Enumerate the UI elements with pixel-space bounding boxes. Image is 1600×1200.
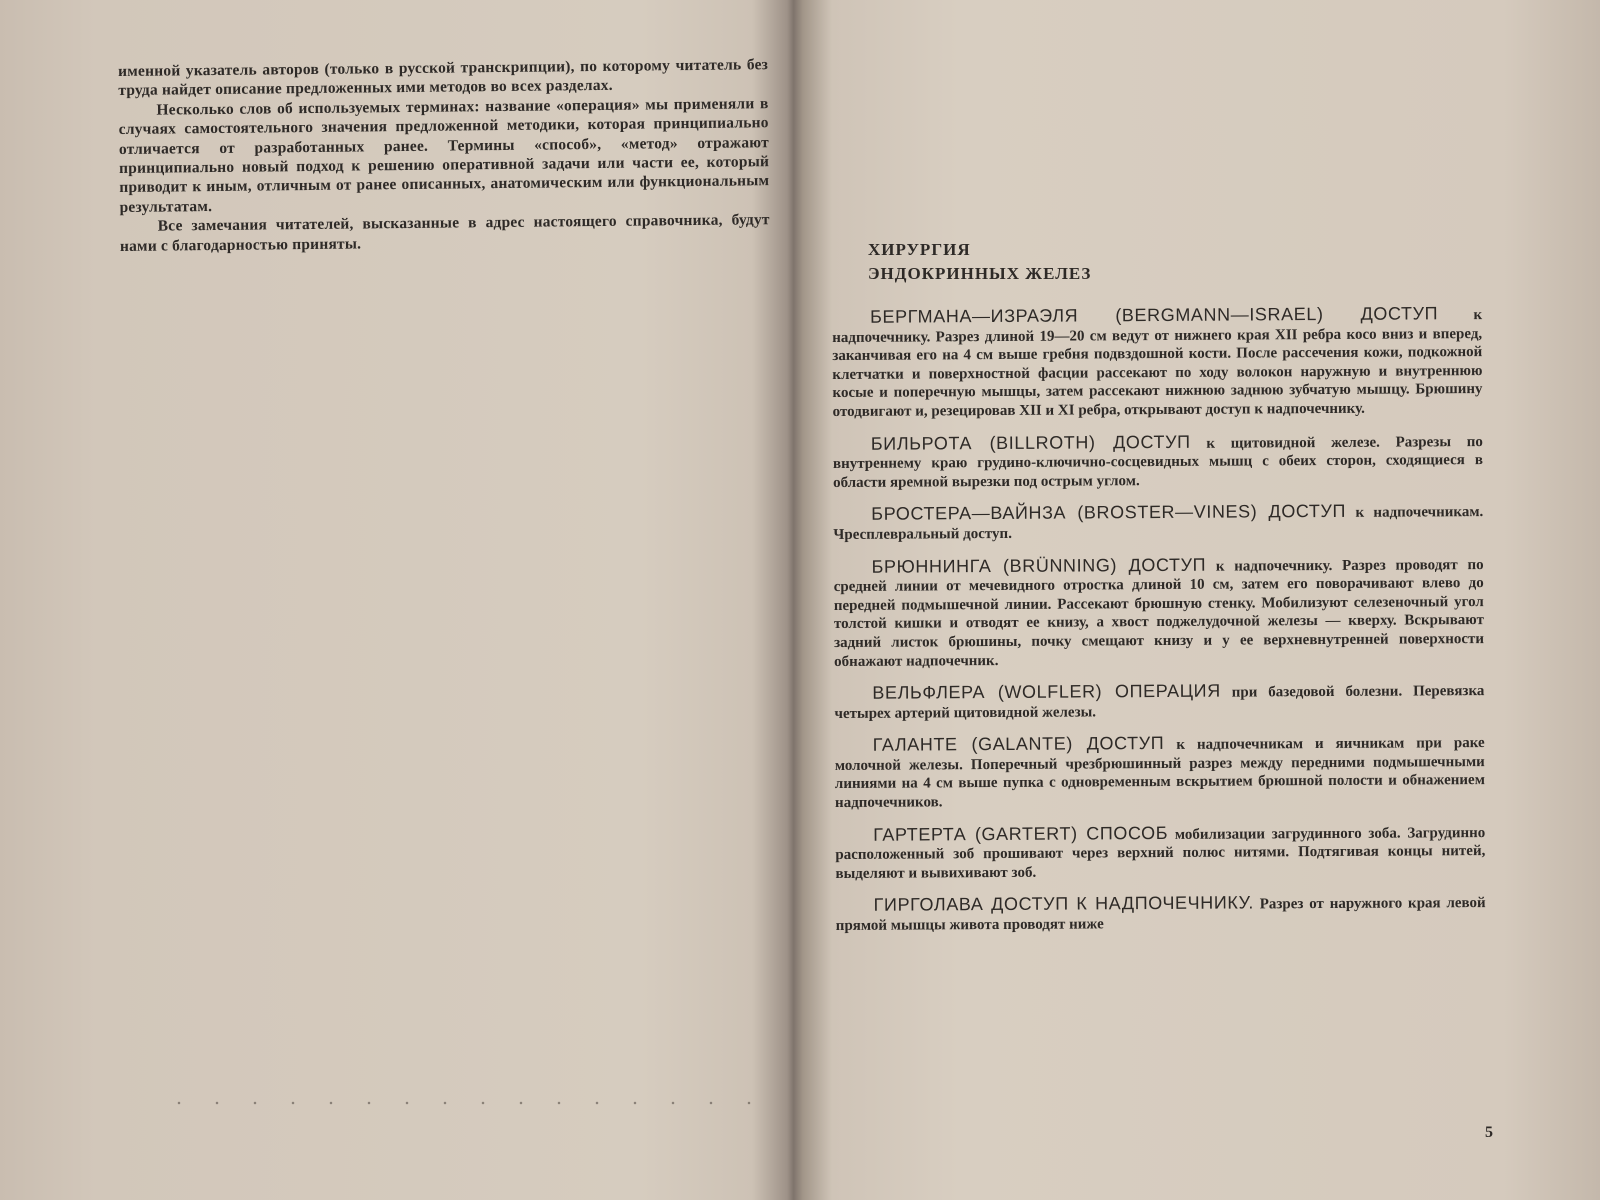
entry	[835, 822, 1485, 884]
entry	[834, 554, 1485, 672]
entry	[835, 732, 1485, 812]
entry-text: при базедовой болезни. Перевязка четырех артерий щитовидной железы.	[834, 683, 1485, 722]
entry-text: к щитовидной железе. Разрезы по внутреннему краю грудино-ключично-сосцевидных мышц с обеих сторон, сходящиеся в области яремной вырезки под острым углом.	[832, 433, 1483, 491]
entry-text: к надпочечнику. Разрез проводят по средней линии от мечевидного отростка длиной 10 см, затем его поворачивают влево до передней подмышечной линии. Рассекают брюшную стенку. Мобилизуют селезеночный угол толстой кишки и отводят ее книзу, а хвост поджелудочной железы — кверху. Вскрывают задний листок брюшины, почку смещают книзу и у ее верхневнутренней поверхности обнажают надпочечник.	[833, 556, 1485, 670]
left-page	[0, 0, 790, 1200]
right-page-text	[832, 304, 1486, 949]
page-number: 5	[1485, 1124, 1493, 1141]
entry-term: ГАЛАНТЕ (GALANTE) ДОСТУП	[872, 733, 1165, 756]
entry	[836, 892, 1486, 935]
entry-text: мобилизации загрудинного зоба. Загрудинно расположенный зоб прошивают через верхний полюс нитями. Подтягивая концы нитей, выделяют и вывихивают зоб.	[835, 824, 1486, 882]
section-heading	[868, 238, 1091, 286]
entry-term: БИЛЬРОТА (BILLROTH) ДОСТУП	[870, 431, 1191, 454]
left-page-text	[118, 55, 770, 256]
entry-term: ВЕЛЬФЛЕРА (WOLFLER) ОПЕРАЦИЯ	[872, 680, 1221, 703]
entry-term: ГАРТЕРТА (GARTERT) СПОСОБ	[873, 822, 1169, 845]
entry	[832, 304, 1483, 422]
entry-term: БЕРГМАНА—ИЗРАЭЛЯ (BERGMANN—ISRAEL) ДОСТУП	[869, 303, 1439, 327]
entry	[834, 680, 1484, 723]
left-paragraph: Все замечания читателей, высказанные в адрес настоящего справочника, будут нами с благодарностью приняты.	[119, 211, 770, 255]
left-paragraph: именной указатель авторов (только в русской транскрипции), по которому читатель без труда найдет описание предложенных ими методов во всех разделах.	[118, 56, 769, 100]
section-heading-line: ХИРУРГИЯ	[868, 240, 971, 259]
entry-term: БРОСТЕРА—ВАЙНЗА (BROSTER—VINES) ДОСТУП	[871, 501, 1347, 525]
entry	[833, 501, 1483, 544]
entry-term: БРЮННИНГА (BRÜNNING) ДОСТУП	[871, 554, 1207, 577]
entry-text: Разрез от наружного края левой прямой мышцы живота проводят ниже	[835, 895, 1486, 935]
entry-text: к надпочечнику. Разрез длиной 19—20 см ведут от нижнего края XII ребра косо вниз и вперед, заканчивая его на 4 см выше гребня подвздошной кости. После рассечения кожи, подкожной клетчатки и поверхностной фасции рассекают по ходу волокон наружную и внутреннюю косые и поперечную мышцы, затем рассекают нижнюю заднюю зубчатую мышцу. Брюшину отодвигают и, резецировав XII и XI ребра, открывают доступ к надпочечнику.	[832, 307, 1483, 420]
left-paragraph: Несколько слов об используемых терминах: название «операция» мы применяли в случаях самостоятельного значения предложенной методики, которая принципиально отличается от разработанных ранее. Термины «способ», «метод» отражают принципиально новый подход к решению оперативной задачи или части ее, который приводит к иным, отличным от ранее описанных, анатомическим или функциональным результатам.	[118, 95, 770, 216]
section-heading-line: ЭНДОКРИННЫХ ЖЕЛЕЗ	[868, 264, 1092, 283]
entry-text: к надпочечникам. Чресплевральный доступ.	[833, 504, 1484, 543]
entry-text: к надпочечникам и яичникам при раке молочной железы. Поперечный чрезбрюшинный разрез между передними подмышечными линиями на 4 см выше пупка с одновременным вскрытием брюшной полости и обнажением надпочечников.	[834, 735, 1485, 812]
print-specks	[160, 1100, 780, 1106]
entry-term: ГИРГОЛАВА ДОСТУП К НАДПОЧЕЧНИКУ.	[873, 892, 1254, 916]
entry	[833, 431, 1483, 493]
